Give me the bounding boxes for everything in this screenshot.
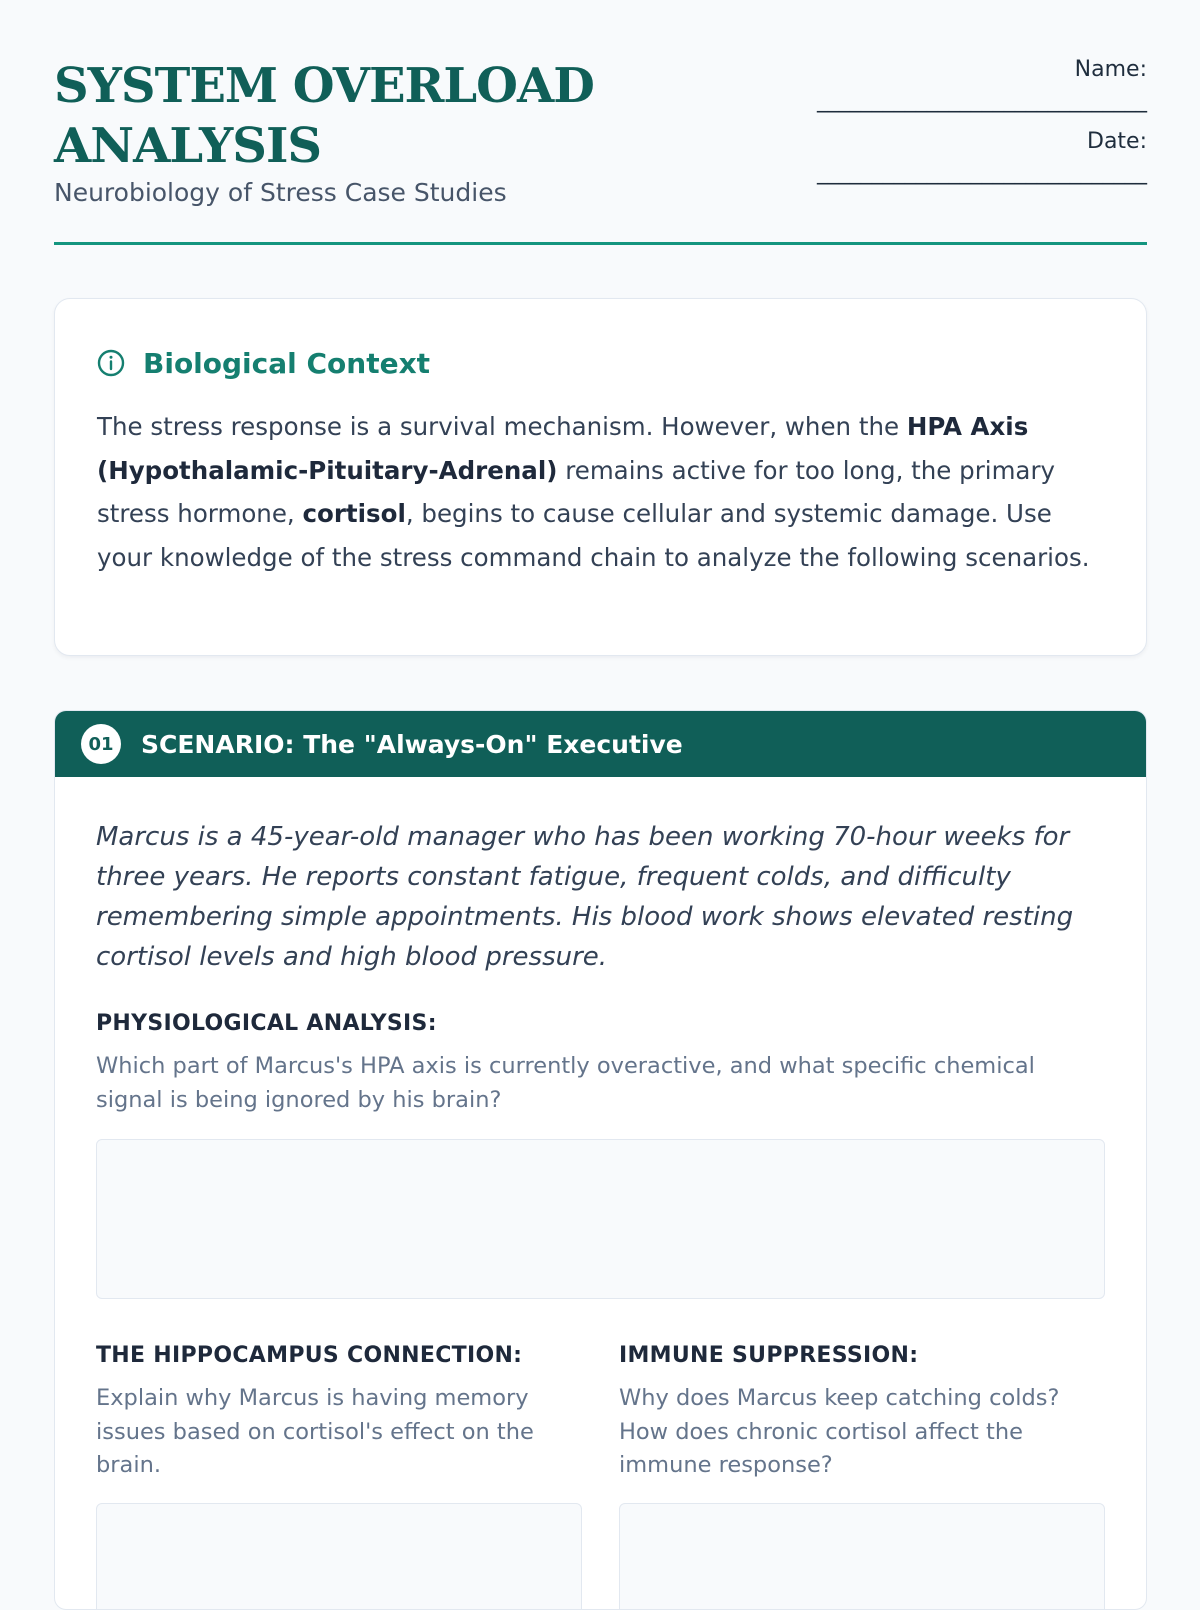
context-title: Biological Context bbox=[143, 347, 430, 380]
scenario-title: SCENARIO: The "Always-On" Executive bbox=[141, 730, 683, 759]
page-title: SYSTEM OVERLOAD ANALYSIS bbox=[54, 56, 614, 176]
scenario-header bbox=[55, 711, 1146, 777]
date-label: Date: bbox=[817, 128, 1147, 156]
worksheet-page bbox=[54, 0, 1147, 245]
answer-box-immune[interactable] bbox=[619, 1503, 1105, 1610]
answer-box-hippocampus[interactable] bbox=[96, 1503, 582, 1610]
question-immune bbox=[619, 1343, 1105, 1610]
context-text-part: , begins to cause cellular and systemic damage. Use your knowledge of the stress command chain to analyze the following scenarios. bbox=[97, 499, 1090, 572]
biological-context-card bbox=[54, 298, 1147, 656]
hpa-axis-term: HPA Axis (Hypothalamic-Pituitary-Adrenal) bbox=[97, 412, 1028, 485]
question-label: PHYSIOLOGICAL ANALYSIS: bbox=[96, 1011, 1105, 1036]
context-text bbox=[97, 405, 1104, 579]
scenario-story: Marcus is a 45-year-old manager who has been working 70-hour weeks for three years. He reports constant fatigue, frequent colds, and difficulty remembering simple appointments. His blood work shows elevated resting cortisol levels and high blood pressure. bbox=[96, 817, 1105, 977]
page-subtitle: Neurobiology of Stress Case Studies bbox=[54, 178, 507, 207]
context-heading bbox=[97, 343, 1104, 383]
answer-box-physiological[interactable] bbox=[96, 1139, 1105, 1299]
question-label: THE HIPPOCAMPUS CONNECTION: bbox=[96, 1343, 582, 1368]
question-label: IMMUNE SUPPRESSION: bbox=[619, 1343, 1105, 1368]
name-field[interactable]: ______________________________ bbox=[817, 84, 1147, 118]
info-icon bbox=[97, 349, 125, 377]
name-label: Name: bbox=[817, 56, 1147, 84]
question-columns bbox=[96, 1343, 1105, 1610]
student-info bbox=[817, 56, 1147, 190]
cortisol-term: cortisol bbox=[303, 499, 406, 528]
question-hippocampus bbox=[96, 1343, 582, 1610]
question-text: Why does Marcus keep catching colds? How does chronic cortisol affect the immune response? bbox=[619, 1382, 1105, 1483]
scenario-number-badge: 01 bbox=[81, 724, 121, 764]
scenario-body bbox=[55, 777, 1146, 1610]
context-text-part: The stress response is a survival mechanism. However, when the bbox=[97, 412, 907, 441]
context-text-part: remains active for too long, the primary stress hormone, bbox=[97, 456, 1055, 529]
question-physiological bbox=[96, 1011, 1105, 1299]
worksheet-header bbox=[54, 0, 1147, 245]
scenario-card bbox=[54, 710, 1147, 1610]
question-text: Which part of Marcus's HPA axis is currently overactive, and what specific chemical signal is being ignored by his brain? bbox=[96, 1050, 1105, 1117]
question-text: Explain why Marcus is having memory issues based on cortisol's effect on the brain. bbox=[96, 1382, 582, 1483]
date-field[interactable]: ______________________________ bbox=[817, 156, 1147, 190]
